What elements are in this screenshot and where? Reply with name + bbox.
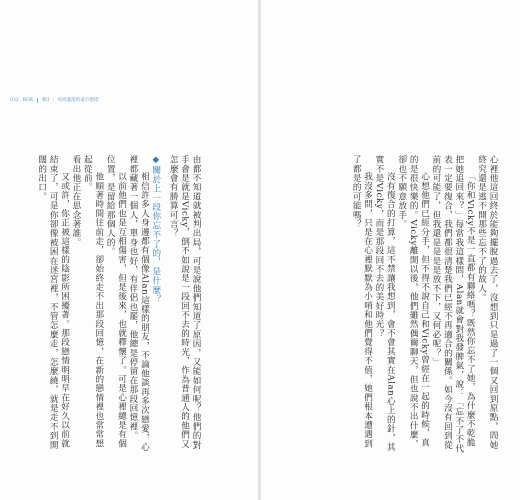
- body-paragraph: 又或許，你正被這樣的陰影所困擾著。那段戀情明明早在好久以前就結束了，可是你卻像被困在迷宮裡，不管怎麼走，怎麼繞，就是走不到開闊的出口。: [36, 155, 70, 450]
- body-paragraph: 沒有復合的打算，這不禁讓我想到，會不會其實在Alan心上的針，其實不是Vicky，而是那段回不去的美好時光？: [373, 155, 396, 452]
- body-paragraph: 「你和Vicky不是一直都有聯絡嗎？既然你忘不了她，為什麼不乾脆把她追回來？」每當我這樣問，Alan就會對我發脾氣，說：「忘不了不代表一定要復合，我們都很清楚我們已經不再適合的關係。如今沒有回到從前的可能了，但我還是是是是放不下，又何必呢？」: [430, 155, 476, 454]
- body-paragraph: 心想他們已經分手，但不得不說自己和Vicky曾經在一起的時候，真的是很快樂的。Vicky離開以後，他們雖然偶爾聊天，但也說不出什麼，卻也不願意放手。: [396, 155, 430, 449]
- right-page-text: [350, 155, 498, 455]
- body-paragraph: 以前他們也是互相傷害，但是後來，也就釋懷了。可是心裡總是有個位置，是留給那個人的。: [105, 155, 127, 449]
- header-divider: [37, 98, 38, 103]
- body-paragraph: 相信許多人身邊都有個像Alan這樣的朋友，不論他談再多次戀愛，心裡都藏著一個人，單身也好，有伴侶也罷，他總是停留在那段回憶裡。: [127, 155, 150, 452]
- body-paragraph: 心裡他這回終於能夠擺脫過去了，沒想到只是過了一個又回到原點，問她終究還是逃不開那些忘不了的故人。: [476, 155, 498, 450]
- body-paragraph: 他順著時間往前走，卻始終走不出那段回憶，在新的戀情裡也常常想起從前。: [82, 155, 104, 449]
- page-number: 032: [10, 97, 19, 103]
- right-page: [261, 0, 520, 500]
- body-paragraph: 看出他正在思念著誰。: [70, 155, 81, 247]
- left-page: [0, 0, 259, 500]
- body-paragraph: 我沒多問，只是在心裡默默為小哨和他們覺得不值，她們根本遭遇到了都是的可能嗎？: [351, 155, 373, 449]
- left-page-text: [35, 155, 201, 455]
- section-title: 輯1 ｜ 尋回遺落的遠方燈塔: [42, 98, 99, 103]
- book-code: BOX: [22, 97, 34, 103]
- page-header: [10, 97, 99, 103]
- intro-paragraph: 由都不知道就被判出局，可是說他們知道了原因，又能如何呢？他們的對手會是就是Vicky，倒不如說是一段回不去的時光，作為普通人的他們又怎麼會有勝算可言？: [168, 155, 201, 450]
- section-heading: ◆關於上一段你忘不了的，是什麼？: [150, 155, 161, 304]
